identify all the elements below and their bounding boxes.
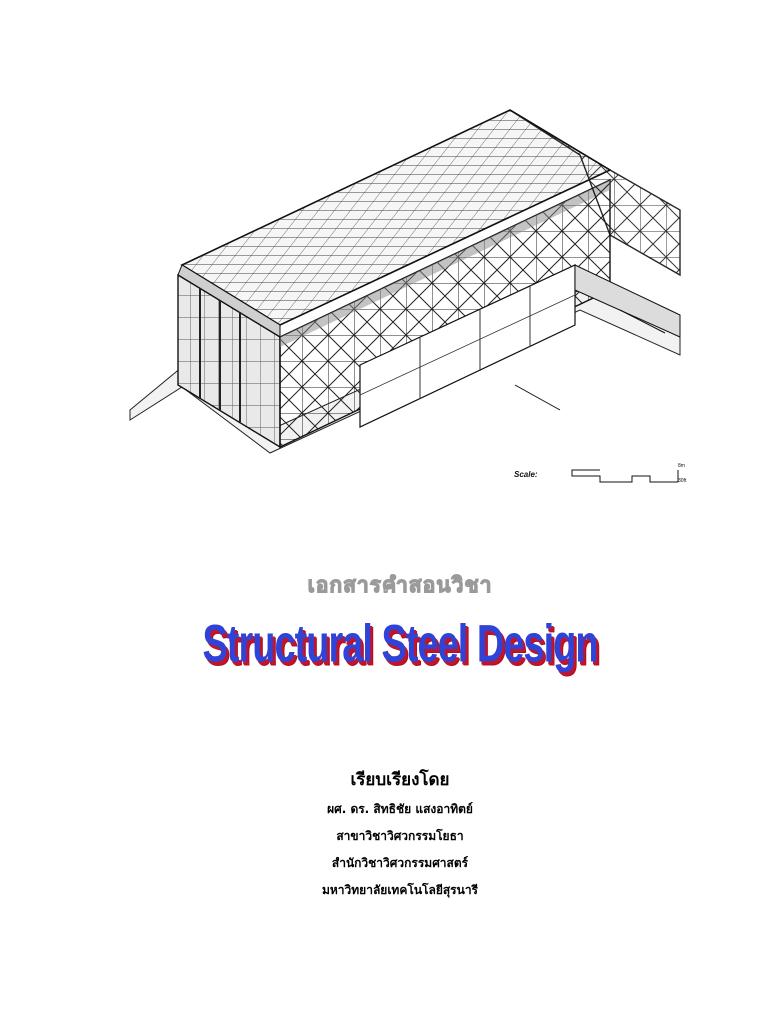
university-name: มหาวิทยาลัยเทคโนโลยีสุรนารี (321, 883, 479, 897)
building-structure-illustration (120, 75, 690, 495)
scale-label: Scale: (514, 470, 538, 479)
scale-indicator (512, 462, 692, 492)
scale-imperial-label: 30ft (678, 478, 687, 484)
school-name: สำนักวิชาวิศวกรรมศาสตร์ (331, 856, 469, 870)
department-name: สาขาวิชาวิศวกรรมโยธา (336, 829, 464, 843)
document-title: Structural Steel Design (202, 616, 598, 674)
scale-bar (570, 466, 686, 488)
scale-metric-label: 8m (678, 463, 685, 469)
compiled-by-heading: เรียบเรียงโดย (350, 770, 450, 790)
document-subtitle: เอกสารคำสอนวิชา (307, 573, 493, 597)
author-name: ผศ. ดร. สิทธิชัย แสงอาทิตย์ (327, 802, 473, 816)
